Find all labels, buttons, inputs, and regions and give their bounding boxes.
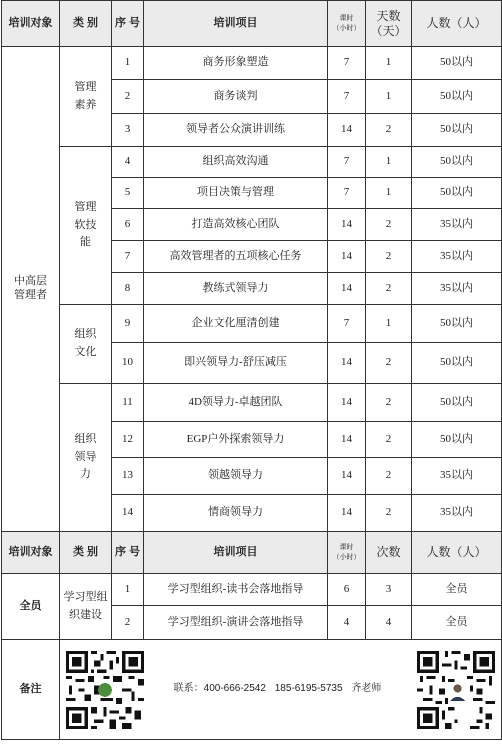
row-hours: 14: [328, 241, 366, 273]
row-people: 50以内: [412, 384, 502, 422]
row-hours: 14: [328, 422, 366, 458]
row-project: 商务谈判: [144, 80, 328, 114]
row-seq: 1: [112, 574, 144, 606]
table-row: [2, 147, 502, 178]
row-count: 4: [366, 606, 412, 640]
row-people: 50以内: [412, 305, 502, 343]
header-days-line1: 天数: [376, 8, 401, 23]
row-project: 学习型组织-读书会落地指导: [144, 574, 328, 606]
row-seq: 14: [112, 495, 144, 532]
table-header-row: [2, 1, 502, 47]
row-days: 2: [366, 343, 412, 384]
row-hours: 7: [328, 47, 366, 80]
row-seq: 13: [112, 458, 144, 495]
row-people: 全员: [412, 574, 502, 606]
header2-count: 次数: [366, 532, 412, 574]
group-name: 管理素养: [74, 80, 97, 111]
header-hours-line1: 课时: [339, 15, 354, 23]
header-hours: [328, 1, 366, 47]
row-project: 4D领导力-卓越团队: [144, 384, 328, 422]
row-hours: 14: [328, 209, 366, 241]
row-days: 2: [366, 458, 412, 495]
group-name: 学习型组织建设: [63, 590, 108, 621]
row-seq: 5: [112, 178, 144, 209]
group-cell: [60, 305, 112, 384]
row-hours: 14: [328, 114, 366, 147]
section-target: 中高层管理者: [14, 275, 47, 301]
row-days: 2: [366, 114, 412, 147]
remark-label: 备注: [2, 640, 60, 740]
remark-row: [2, 640, 502, 740]
row-hours: 14: [328, 458, 366, 495]
row-days: 1: [366, 178, 412, 209]
table-row: [2, 47, 502, 80]
row-days: 1: [366, 305, 412, 343]
row-people: 35以内: [412, 495, 502, 532]
row-seq: 3: [112, 114, 144, 147]
contact-hotline: 联系：400-666-2542: [173, 683, 266, 695]
row-project: 项目决策与管理: [144, 178, 328, 209]
row-seq: 8: [112, 273, 144, 305]
row-days: 2: [366, 384, 412, 422]
group-cell: [60, 47, 112, 147]
contact-teacher: 齐老师: [351, 683, 382, 695]
row-hours: 14: [328, 343, 366, 384]
row-project: 情商领导力: [144, 495, 328, 532]
row-project: 组织高效沟通: [144, 147, 328, 178]
row-people: 50以内: [412, 178, 502, 209]
row-days: 1: [366, 47, 412, 80]
row-people: 35以内: [412, 273, 502, 305]
row-project: 领导者公众演讲训练: [144, 114, 328, 147]
row-hours: 14: [328, 384, 366, 422]
row-people: 50以内: [412, 147, 502, 178]
table-row: [2, 384, 502, 422]
row-days: 2: [366, 241, 412, 273]
header2-hours-line1: 课时: [339, 544, 354, 552]
row-people: 35以内: [412, 241, 502, 273]
header-days: [366, 1, 412, 47]
row-people: 35以内: [412, 458, 502, 495]
row-hours: 14: [328, 273, 366, 305]
row-project: 高效管理者的五项核心任务: [144, 241, 328, 273]
row-seq: 12: [112, 422, 144, 458]
row-hours: 7: [328, 178, 366, 209]
row-project: 企业文化厘清创建: [144, 305, 328, 343]
row-people: 全员: [412, 606, 502, 640]
row-days: 1: [366, 80, 412, 114]
row-hours: 4: [328, 606, 366, 640]
row-hours: 7: [328, 147, 366, 178]
row-hours: 7: [328, 305, 366, 343]
header2-hours: [328, 532, 366, 574]
row-seq: 9: [112, 305, 144, 343]
group-name: 管理软技能: [74, 201, 97, 249]
contact-phone: 185-6195-5735: [274, 683, 343, 695]
header2-project: 培训项目: [144, 532, 328, 574]
table-row: [2, 574, 502, 606]
row-seq: 10: [112, 343, 144, 384]
row-seq: 11: [112, 384, 144, 422]
row-seq: 2: [112, 606, 144, 640]
header-target: 培训对象: [2, 1, 60, 47]
row-project: 商务形象塑造: [144, 47, 328, 80]
row-days: 2: [366, 422, 412, 458]
row-people: 50以内: [412, 47, 502, 80]
row-project: 打造高效核心团队: [144, 209, 328, 241]
row-hours: 6: [328, 574, 366, 606]
row-people: 50以内: [412, 422, 502, 458]
row-people: 50以内: [412, 80, 502, 114]
row-seq: 6: [112, 209, 144, 241]
group-cell: [60, 574, 112, 640]
row-hours: 7: [328, 80, 366, 114]
row-project: 教练式领导力: [144, 273, 328, 305]
row-days: 2: [366, 273, 412, 305]
row-project: EGP户外探索领导力: [144, 422, 328, 458]
header-people: 人数（人）: [412, 1, 502, 47]
left-qr-code-icon: [66, 651, 144, 729]
header-project: 培训项目: [144, 1, 328, 47]
group-name: 组织文化: [74, 328, 97, 358]
training-table: [1, 0, 502, 740]
group-cell: [60, 384, 112, 532]
row-days: 2: [366, 495, 412, 532]
row-people: 35以内: [412, 209, 502, 241]
header-days-line2: （天）: [370, 23, 407, 38]
row-seq: 2: [112, 80, 144, 114]
section2-target: 全员: [2, 574, 60, 640]
row-count: 3: [366, 574, 412, 606]
row-project: 学习型组织-演讲会落地指导: [144, 606, 328, 640]
table-row: [2, 305, 502, 343]
row-seq: 4: [112, 147, 144, 178]
right-qr-code-icon: [417, 651, 495, 729]
row-days: 1: [366, 147, 412, 178]
contact-info: [174, 683, 388, 696]
header-seq: 序 号: [112, 1, 144, 47]
header-category: 类 别: [60, 1, 112, 47]
header2-seq: 序 号: [112, 532, 144, 574]
table-header-row-2: [2, 532, 502, 574]
row-people: 50以内: [412, 343, 502, 384]
row-project: 领越领导力: [144, 458, 328, 495]
header-hours-line2: （小时）: [332, 24, 361, 32]
group-name: 组织领导力: [74, 433, 97, 481]
row-people: 50以内: [412, 114, 502, 147]
header2-category: 类 别: [60, 532, 112, 574]
remark-content: [60, 640, 502, 740]
header2-hours-line2: （小时）: [332, 553, 361, 561]
section-target-cell: [2, 47, 60, 532]
row-hours: 14: [328, 495, 366, 532]
row-seq: 1: [112, 47, 144, 80]
header2-target: 培训对象: [2, 532, 60, 574]
group-cell: [60, 147, 112, 305]
row-seq: 7: [112, 241, 144, 273]
row-project: 即兴领导力-舒压减压: [144, 343, 328, 384]
header2-people: 人数（人）: [412, 532, 502, 574]
row-days: 2: [366, 209, 412, 241]
